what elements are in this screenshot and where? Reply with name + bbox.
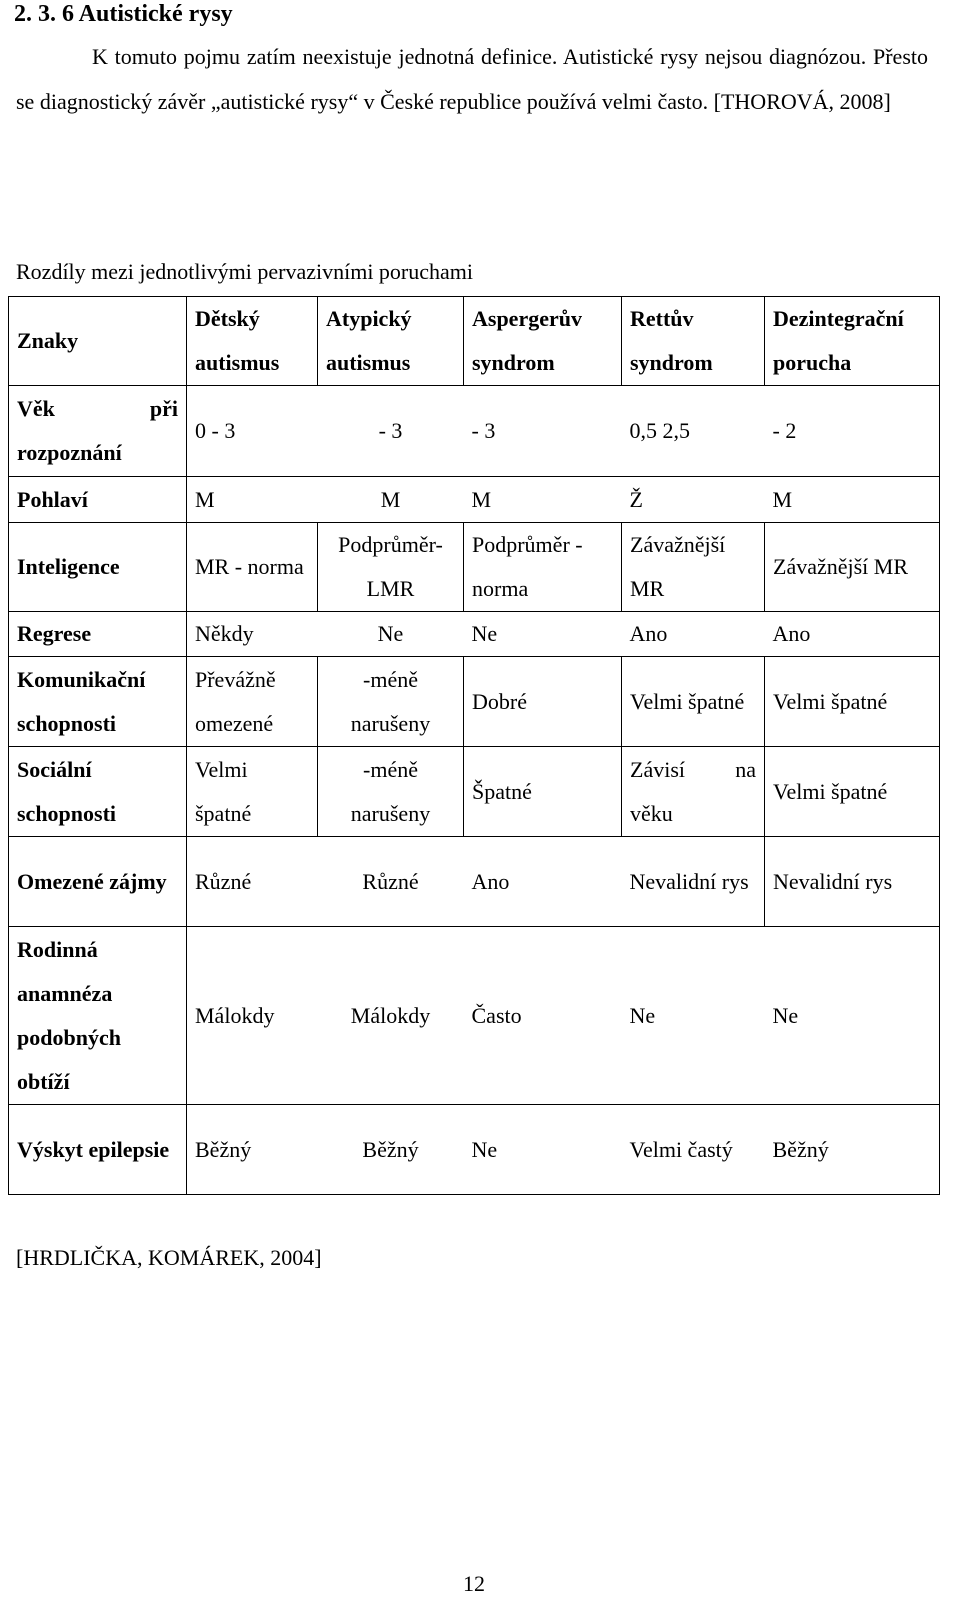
table-cell: Často [464, 927, 622, 1105]
table-cell: M [765, 477, 940, 523]
table-cell: Ne [765, 927, 940, 1105]
table-cell: M [318, 477, 464, 523]
paragraph-text: K tomuto pojmu zatím neexistuje jednotná definice. Autistické rysy nejsou diagnózou. Přesto se diagnostický závěr „autistické rysy“ v České republice používá velmi často. [THOROVÁ, 2008] [16, 44, 928, 114]
table-row [9, 927, 940, 1105]
table-cell: Běžný [765, 1105, 940, 1195]
row-label-cell: Věk při rozpoznání [9, 386, 187, 477]
table-cell: Velmi častý [622, 1105, 765, 1195]
table-cell: Ne [464, 1105, 622, 1195]
table-cell: -méně narušeny [318, 747, 464, 837]
table-cell: Běžný [187, 1105, 318, 1195]
row-label-cell: Komunikační schopnosti [9, 657, 187, 747]
header-cell: Rettův syndrom [622, 297, 765, 386]
row-label-cell: Výskyt epilepsie [9, 1105, 187, 1195]
table-cell: Velmi špatné [622, 657, 765, 747]
table-cell: MR - norma [187, 523, 318, 612]
table-cell: M [187, 477, 318, 523]
table-cell: Ne [318, 612, 464, 657]
table-cell: Různé [187, 837, 318, 927]
table-cell: 0,5 2,5 [622, 386, 765, 477]
table-cell: Ž [622, 477, 765, 523]
table-cell: Ano [464, 837, 622, 927]
table-cell: Někdy [187, 612, 318, 657]
table-row [9, 612, 940, 657]
table-cell: Převážně omezené [187, 657, 318, 747]
table-cell: M [464, 477, 622, 523]
table-cell: Závažnější MR [765, 523, 940, 612]
header-label-cell: Znaky [9, 297, 187, 386]
table-cell: Podprůměr-LMR [318, 523, 464, 612]
table-cell: Velmi špatné [765, 747, 940, 837]
table-cell: - 2 [765, 386, 940, 477]
table-cell: - 3 [318, 386, 464, 477]
table-row [9, 837, 940, 927]
header-cell: Dezintegrační porucha [765, 297, 940, 386]
table-caption: Rozdíly mezi jednotlivými pervazivními poruchami [16, 259, 474, 284]
table-cell: Ano [622, 612, 765, 657]
row-label-cell: Pohlaví [9, 477, 187, 523]
table-cell: Nevalidní rys [622, 837, 765, 927]
table-cell: Nevalidní rys [765, 837, 940, 927]
table-row [9, 657, 940, 747]
table-cell: Běžný [318, 1105, 464, 1195]
table-cell: Málokdy [318, 927, 464, 1105]
table-cell: Závisí na věku [622, 747, 765, 837]
table-row [9, 523, 940, 612]
table-row [9, 747, 940, 837]
table-cell: Ne [622, 927, 765, 1105]
section-heading: 2. 3. 6 Autistické rysy [14, 1, 233, 27]
comparison-table [8, 296, 940, 1195]
table-cell: Málokdy [187, 927, 318, 1105]
intro-paragraph [16, 35, 928, 124]
table-cell: -méně narušeny [318, 657, 464, 747]
table-cell: Ne [464, 612, 622, 657]
header-cell: Dětský autismus [187, 297, 318, 386]
table-header-row [9, 297, 940, 386]
table-row [9, 1105, 940, 1195]
table-cell: Různé [318, 837, 464, 927]
row-label-cell: Regrese [9, 612, 187, 657]
header-cell: Atypický autismus [318, 297, 464, 386]
table-row [9, 477, 940, 523]
table-cell: Velmi špatné [187, 747, 318, 837]
table-cell: - 3 [464, 386, 622, 477]
source-citation: [HRDLIČKA, KOMÁREK, 2004] [16, 1245, 322, 1270]
header-cell: Aspergerův syndrom [464, 297, 622, 386]
table-cell: Špatné [464, 747, 622, 837]
page-number: 12 [463, 1571, 485, 1596]
table-cell: Ano [765, 612, 940, 657]
table-cell: Závažnější MR [622, 523, 765, 612]
row-label-cell: Rodinná anamnéza podobných obtíží [9, 927, 187, 1105]
table-cell: Podprůměr - norma [464, 523, 622, 612]
row-label-cell: Omezené zájmy [9, 837, 187, 927]
table-row [9, 386, 940, 477]
table-cell: Velmi špatné [765, 657, 940, 747]
table-cell: Dobré [464, 657, 622, 747]
row-label-cell: Inteligence [9, 523, 187, 612]
table-cell: 0 - 3 [187, 386, 318, 477]
row-label-cell: Sociální schopnosti [9, 747, 187, 837]
